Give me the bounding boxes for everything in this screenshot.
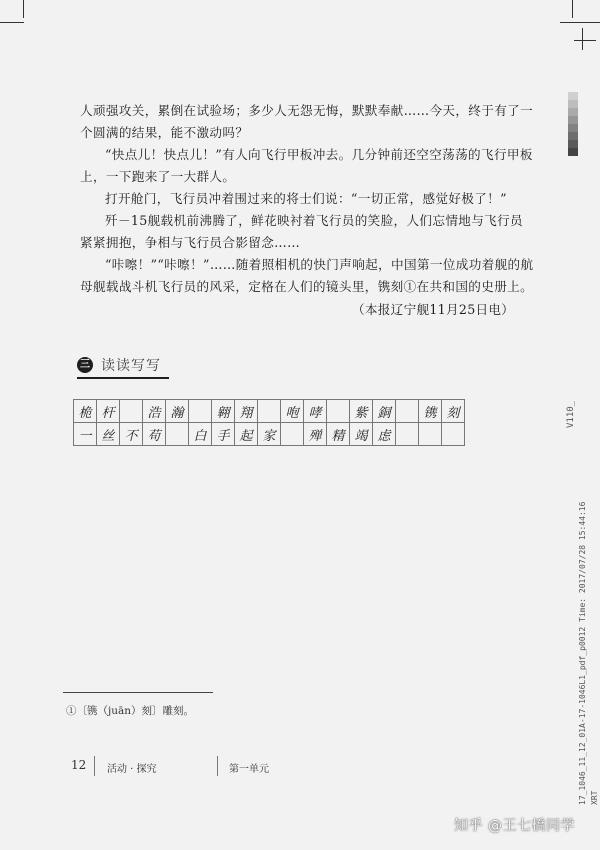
footer-section-label: 活动 · 探究 (107, 764, 157, 775)
section-underline (77, 377, 169, 379)
grid-cell (166, 423, 189, 446)
watermark: 知乎 @王七橋同学 (454, 818, 575, 834)
grid-cell (258, 400, 281, 423)
grid-cell: 精 (327, 423, 350, 446)
crop-mark-tl-v (23, 0, 24, 18)
grid-cell (189, 400, 212, 423)
grid-cell: 起 (235, 423, 258, 446)
print-file-info: 17_1046_11_12_01A-17-1046L1_pdf_p0012 Time: 2017/07/28 15:44:16 (578, 501, 587, 805)
grid-cell: 銅 (373, 400, 396, 423)
grid-cell: 白 (189, 423, 212, 446)
grid-cell: 翔 (235, 400, 258, 423)
paragraph: “咔嚓！”“咔嚓！”……随着照相机的快门声响起，中国第一位成功着舰的航母舰载战斗机飞行员的风采，定格在人们的镜头里，镌刻①在共和国的史册上。 (80, 257, 534, 294)
grid-cell: 紫 (350, 400, 373, 423)
crop-mark-tl-h (0, 22, 24, 23)
grid-cell: 丝 (97, 423, 120, 446)
grid-cell: 家 (258, 423, 281, 446)
page-number: 12 (71, 758, 87, 772)
section-number-badge: 三 (77, 357, 93, 373)
grid-cell: 镌 (419, 400, 442, 423)
grid-cell: 手 (212, 423, 235, 446)
grid-cell: 翱 (212, 400, 235, 423)
grid-cell: 虑 (373, 423, 396, 446)
footer-unit-label: 第一单元 (229, 764, 269, 775)
crop-mark-tr-v (572, 0, 573, 18)
grid-cell: 竭 (350, 423, 373, 446)
grid-row-2 (74, 423, 465, 446)
section-title: 读读写写 (101, 358, 161, 374)
print-id: V110_ (566, 400, 576, 428)
article-body (80, 100, 535, 298)
grid-cell: 不 (120, 423, 143, 446)
grid-cell (396, 423, 419, 446)
grid-cell: 咆 (281, 400, 304, 423)
grid-cell: 桅 (74, 400, 97, 423)
footnote: ①〔镌（juān）刻〕雕刻。 (66, 705, 195, 717)
grid-row-1 (74, 400, 465, 423)
grid-cell: 一 (74, 423, 97, 446)
crop-mark-tr-h2 (574, 40, 596, 41)
paragraph: “快点儿！快点儿！”有人向飞行甲板冲去。几分钟前还空空荡荡的飞行甲板上，一下跑来了一大群人。 (80, 147, 533, 184)
paragraph: 打开舱门，飞行员冲着围过来的将士们说：“一切正常，感觉好极了！” (105, 191, 507, 206)
grid-cell (396, 400, 419, 423)
grid-cell: 浩 (143, 400, 166, 423)
footer-divider (217, 756, 218, 776)
paragraph: 歼－15舰载机前沸腾了，鲜花映衬着飞行员的笑脸，人们忘情地与飞行员紧紧拥抱，争相与飞行员合影留念…… (80, 213, 523, 250)
grid-cell: 苟 (143, 423, 166, 446)
paragraph: 人顽强攻关，累倒在试验场；多少人无怨无悔，默默奉献……今天，终于有了一个圆满的结果，能不激动吗？ (80, 103, 534, 140)
grid-cell: 瀚 (166, 400, 189, 423)
crop-mark-tr-h (560, 22, 600, 23)
grid-cell: 杆 (97, 400, 120, 423)
grid-cell: 殚 (304, 423, 327, 446)
grid-cell (442, 423, 465, 446)
grid-cell (419, 423, 442, 446)
grid-cell (327, 400, 350, 423)
grid-cell: 刻 (442, 400, 465, 423)
footnote-rule (63, 692, 213, 693)
source-line: （本报辽宁舰11月25日电） (352, 302, 515, 317)
grid-cell (120, 400, 143, 423)
writing-grid (73, 399, 465, 446)
grid-cell: 哮 (304, 400, 327, 423)
crop-mark-tr-v2 (582, 28, 583, 50)
footer-divider (94, 756, 95, 776)
print-xrt: XRT (590, 790, 599, 805)
grayscale-swatches (568, 92, 578, 156)
grid-cell (281, 423, 304, 446)
